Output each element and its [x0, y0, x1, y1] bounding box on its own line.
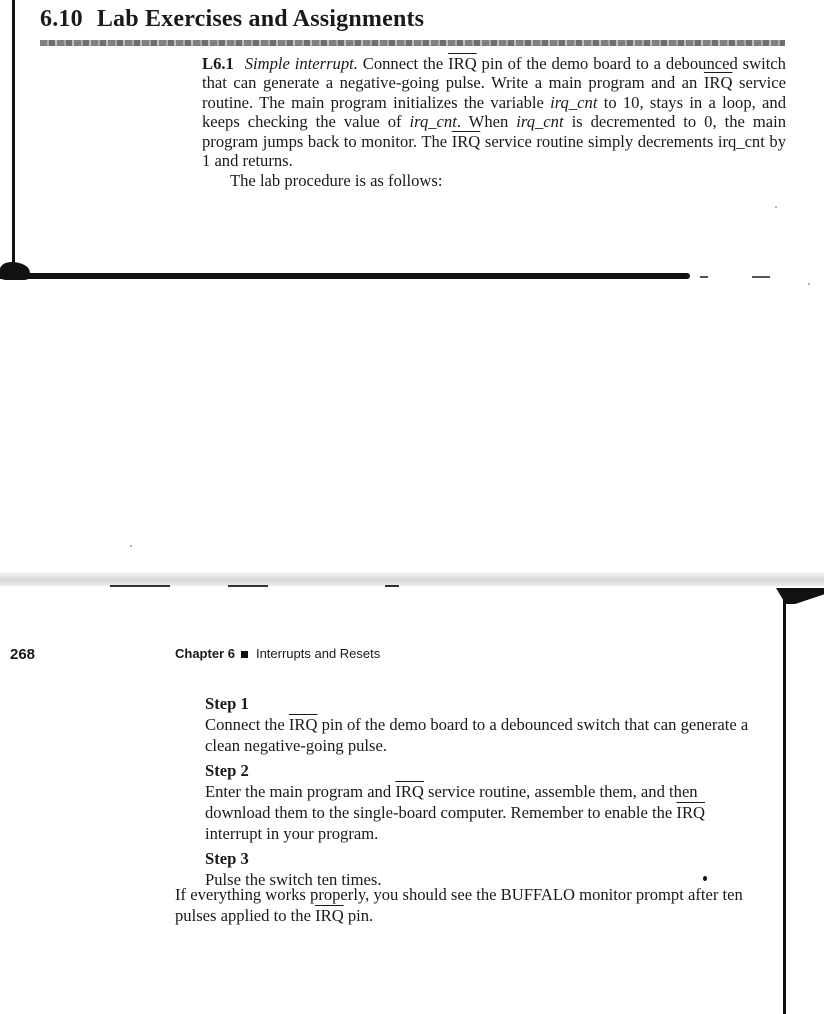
step-2: Step 2 Enter the main program and $\overline{IRQ}$ service routine, assemble them, and then download them to the single-board computer. Remember to enable the $\overline{IRQ}$ interrupt in your program. — [205, 760, 765, 844]
irq-signal: $\overline{IRQ}$ — [676, 803, 705, 822]
procedure-intro: The lab procedure is as follows: — [230, 171, 443, 190]
exercise-id: L6.1 — [202, 54, 234, 73]
irq-signal: $\overline{IRQ}$ — [448, 54, 477, 73]
irq-signal: $\overline{IRQ}$ — [451, 131, 481, 151]
variable-name: irq_cnt — [550, 92, 598, 112]
irq-signal: $\overline{IRQ}$ — [288, 715, 318, 734]
section-title: Lab Exercises and Assignments — [96, 6, 425, 32]
step-title: Step 3 — [205, 849, 249, 868]
section-heading — [40, 6, 424, 33]
square-bullet-icon — [241, 651, 248, 658]
section-number: 6.10 — [40, 6, 83, 32]
variable-name: irq_cnt — [409, 112, 457, 132]
scan-mark — [700, 276, 708, 278]
step-3: Step 3 Pulse the switch ten times. — [205, 848, 765, 890]
scan-left-border — [12, 0, 15, 272]
variable-name: irq_cnt — [516, 112, 564, 132]
scan-right-border — [783, 590, 786, 1014]
scan-speck — [775, 206, 777, 208]
scan-speck — [703, 876, 707, 881]
irq-signal: $\overline{IRQ}$ — [315, 906, 344, 925]
lab-steps — [205, 693, 765, 894]
scan-mark — [752, 276, 770, 278]
exercise-title: Simple interrupt. — [244, 54, 358, 73]
page-separator — [0, 572, 824, 586]
running-head — [175, 646, 380, 661]
scan-bottom-border — [0, 273, 690, 279]
step-title: Step 1 — [205, 694, 249, 713]
scan-speck — [808, 283, 810, 285]
chapter-title: Interrupts and Resets — [255, 646, 381, 661]
closing-paragraph: If everything works properly, you should see the BUFFALO monitor prompt after ten pulses applied to the $\overline{IRQ}$ pin. — [175, 885, 743, 925]
chapter-label: Chapter 6 — [175, 646, 235, 661]
page-number: 268 — [10, 646, 36, 663]
step-1: Step 1 Connect the $\overline{IRQ}$ pin of the demo board to a debounced switch that can generate a clean negative-going pulse. — [205, 693, 765, 756]
step-title: Step 2 — [205, 761, 249, 780]
irq-signal: $\overline{IRQ}$ — [395, 782, 424, 801]
scan-speck — [130, 545, 132, 547]
exercise-paragraph: L6.1 Simple interrupt. Connect the $\overline{IRQ}$ pin of the demo board to a debounced switch that can generate a negative-going pulse. Write a main program and an $\overline{IRQ}$ service routine. The main program initializes the variable irq_cnt to 10, stays in a loop, and keeps checking the value of irq_cnt. When irq_cnt is decremented to 0, the main program jumps back to monitor. The $\overline{IRQ}$ service routine simply decrements irq_cnt by 1 and returns. — [202, 54, 787, 171]
section-title-rule — [40, 40, 785, 46]
irq-signal: $\overline{IRQ}$ — [703, 73, 733, 93]
